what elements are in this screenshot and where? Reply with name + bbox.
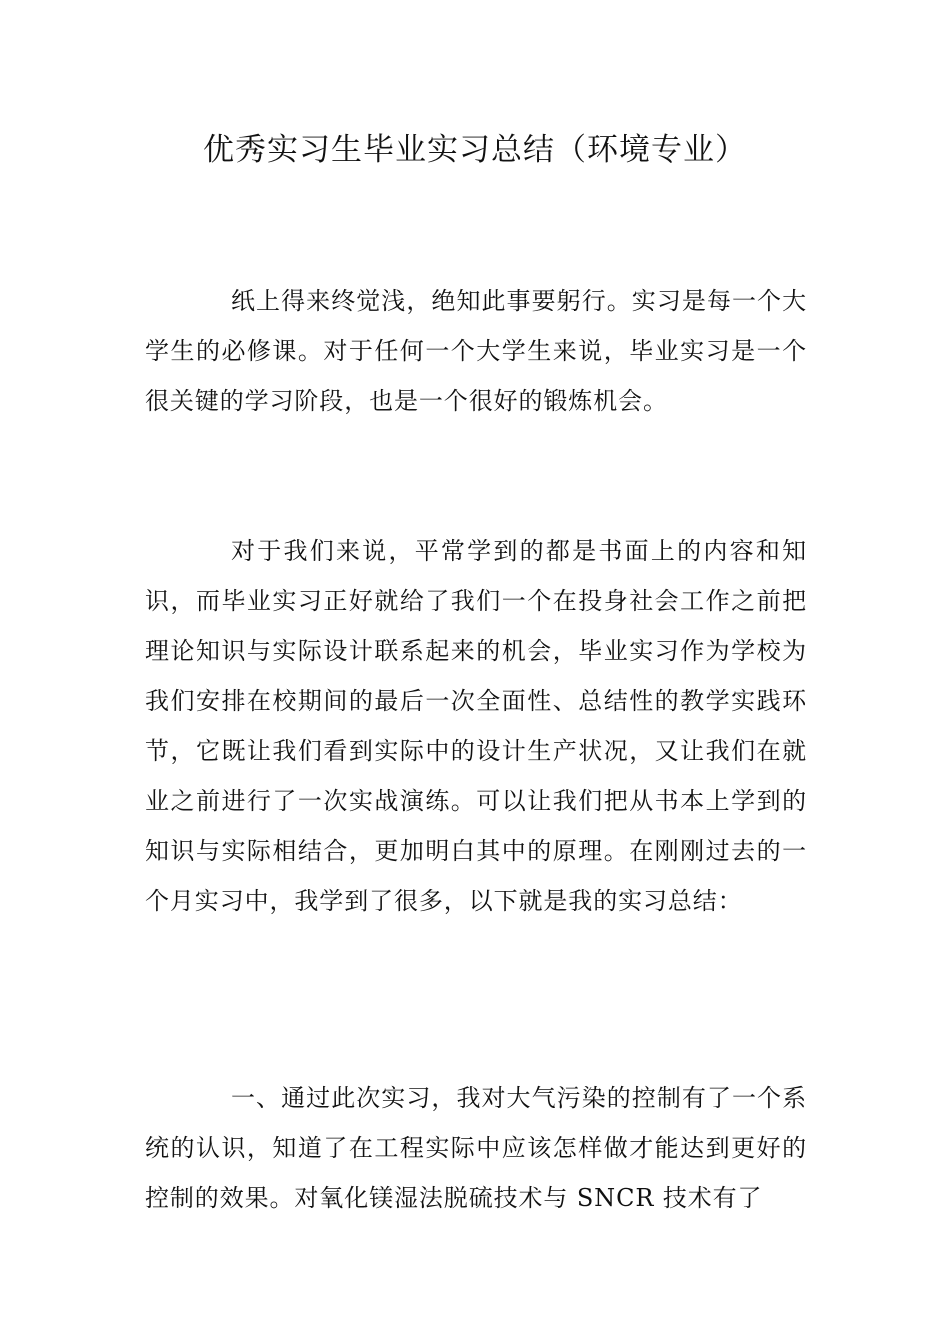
document-title: 优秀实习生毕业实习总结（环境专业） [203,132,747,168]
paragraph-3: 一、通过此次实习，我对大气污染的控制有了一个系统的认识，知道了在工程实际中应该怎样做才能达到更好的控制的效果。对氧化镁湿法脱硫技术与 SNCR 技术有了 [145,1084,807,1212]
paragraph-1: 纸上得来终觉浅，绝知此事要躬行。实习是每一个大学生的必修课。对于任何一个大学生来说，毕业实习是一个很关键的学习阶段，也是一个很好的锻炼机会。 [145,287,807,415]
paragraph-2: 对于我们来说，平常学到的都是书面上的内容和知识，而毕业实习正好就给了我们一个在投身社会工作之前把理论知识与实际设计联系起来的机会，毕业实习作为学校为我们安排在校期间的最后一次全面性、总结性的教学实践环节，它既让我们看到实际中的设计生产状况，又让我们在就业之前进行了一次实战演练。可以让我们把从书本上学到的知识与实际相结合，更加明白其中的原理。在刚刚过去的一个月实习中，我学到了很多，以下就是我的实习总结： [145,537,807,915]
